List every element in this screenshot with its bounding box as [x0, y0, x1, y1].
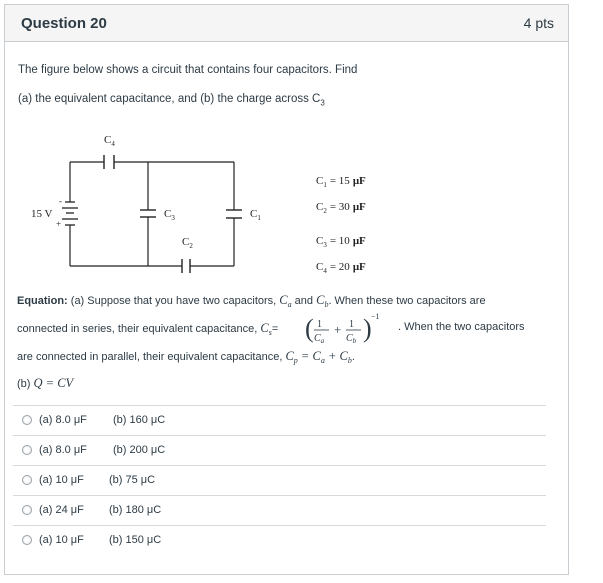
answer-option[interactable] — [13, 435, 546, 465]
radio-button[interactable] — [22, 475, 32, 485]
equation-label: Equation: — [17, 295, 68, 307]
c3-label: $C_3$ — [164, 208, 175, 222]
battery-plus-sign: + — [56, 219, 62, 229]
value-c3: $C_3 = 10$ μF — [316, 235, 366, 249]
answer-option[interactable] — [13, 465, 546, 495]
answer-part-b: (b) 160 μC — [113, 414, 166, 426]
answer-list — [13, 405, 546, 555]
battery-icon — [62, 202, 78, 225]
question-title: Question 20 — [21, 15, 107, 32]
c1-label: $C_1$ — [250, 208, 261, 222]
denominator-a: $C_a$ — [314, 333, 325, 345]
answer-part-a: (a) 8.0 μF — [39, 414, 87, 426]
left-paren: ( — [305, 314, 314, 343]
answer-part-b: (b) 75 μC — [109, 474, 156, 486]
denominator-b: $C_b$ — [346, 333, 357, 345]
numerator-b: 1 — [349, 319, 354, 330]
value-c4: $C_4 = 20$ μF — [316, 261, 366, 275]
radio-button[interactable] — [22, 415, 32, 425]
equation-part-b: (b) Q = CV — [17, 376, 74, 390]
answer-part-a: (a) 8.0 μF — [39, 444, 87, 456]
right-paren: ) — [363, 314, 372, 343]
equation-line1: Equation: (a) Suppose that you have two capacitors, $C_a$ and $C_b$. When these two capacitors are — [17, 293, 486, 310]
c2-capacitor-icon — [182, 259, 190, 273]
question-header — [5, 5, 568, 42]
plus-sign: + — [334, 322, 342, 337]
answer-part-b: (b) 150 μC — [109, 534, 162, 546]
question-points: 4 pts — [523, 15, 554, 31]
c4-label: $C_4$ — [104, 134, 115, 148]
series-formula — [305, 312, 405, 348]
c1-capacitor-icon — [226, 210, 242, 218]
c2-label: $C_2$ — [182, 236, 193, 250]
numerator-a: 1 — [317, 319, 322, 330]
question-text-line2: (a) the equivalent capacitance, and (b) the charge across $C_3$ — [18, 93, 325, 108]
answer-part-a: (a) 24 μF — [39, 504, 84, 516]
answer-part-a: (a) 10 μF — [39, 474, 84, 486]
c4-capacitor-icon — [104, 155, 114, 169]
battery-voltage-label: 15 V — [31, 208, 53, 220]
exponent: −1 — [371, 312, 380, 321]
battery-minus-sign: - — [59, 196, 62, 206]
radio-button[interactable] — [22, 445, 32, 455]
value-c2: $C_2 = 30$ μF — [316, 201, 366, 215]
answer-option[interactable] — [13, 525, 546, 555]
radio-button[interactable] — [22, 505, 32, 515]
answer-part-b: (b) 200 μC — [113, 444, 166, 456]
capacitance-values — [316, 175, 366, 275]
equation-line2-end: . When the two capacitors — [398, 321, 525, 333]
answer-part-b: (b) 180 μC — [109, 504, 162, 516]
answer-part-a: (a) 10 μF — [39, 534, 84, 546]
circuit-diagram — [24, 126, 394, 276]
answer-option[interactable] — [13, 405, 546, 435]
radio-button[interactable] — [22, 535, 32, 545]
question-text-line1: The figure below shows a circuit that contains four capacitors. Find — [18, 64, 358, 76]
equation-line3: are connected in parallel, their equivalent capacitance, $C_p = C_a + C_b$. — [17, 349, 355, 366]
equation-line2: connected in series, their equivalent capacitance, $C_s=$ — [17, 321, 279, 338]
value-c1: $C_1 = 15$ μF — [316, 175, 366, 189]
answer-option[interactable] — [13, 495, 546, 525]
c3-capacitor-icon — [140, 210, 156, 217]
